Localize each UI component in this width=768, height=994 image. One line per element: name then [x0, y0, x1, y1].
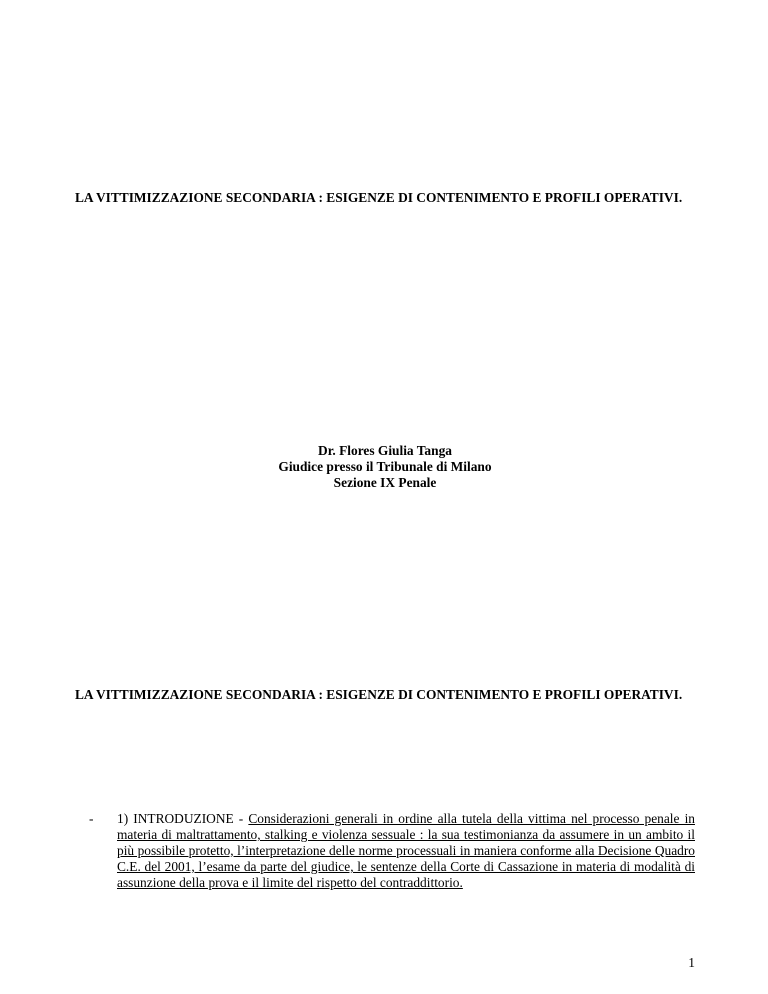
list-item-body: Considerazioni generali in ordine alla tutela della vittima nel processo penale in materia di maltrattamento, stalking e violenza sessuale : la sua testimonianza da assumere in un ambito il più possibile protetto, l’interpretazione delle norme processuali in maniera conforme alla Decisione Quadro C.E. del 2001, l’esame da parte del giudice, le sentenze della Corte di Cassazione in materia di modalità di assunzione della prova e il limite del rispetto del contraddittorio. [117, 811, 695, 890]
author-name: Dr. Flores Giulia Tanga [318, 443, 452, 458]
list-item-text [117, 811, 695, 891]
author-role: Giudice presso il Tribunale di Milano [278, 459, 492, 474]
author-section: Sezione IX Penale [333, 475, 437, 490]
document-title: LA VITTIMIZZAZIONE SECONDARIA : ESIGENZE DI CONTENIMENTO E PROFILI OPERATIVI. [75, 190, 683, 205]
section-title: LA VITTIMIZZAZIONE SECONDARIA : ESIGENZE DI CONTENIMENTO E PROFILI OPERATIVI. [75, 687, 683, 702]
list-item-heading: 1) INTRODUZIONE - [117, 811, 249, 826]
author-block [75, 443, 695, 491]
list-bullet: - [89, 811, 94, 826]
page-number: 1 [688, 955, 695, 970]
